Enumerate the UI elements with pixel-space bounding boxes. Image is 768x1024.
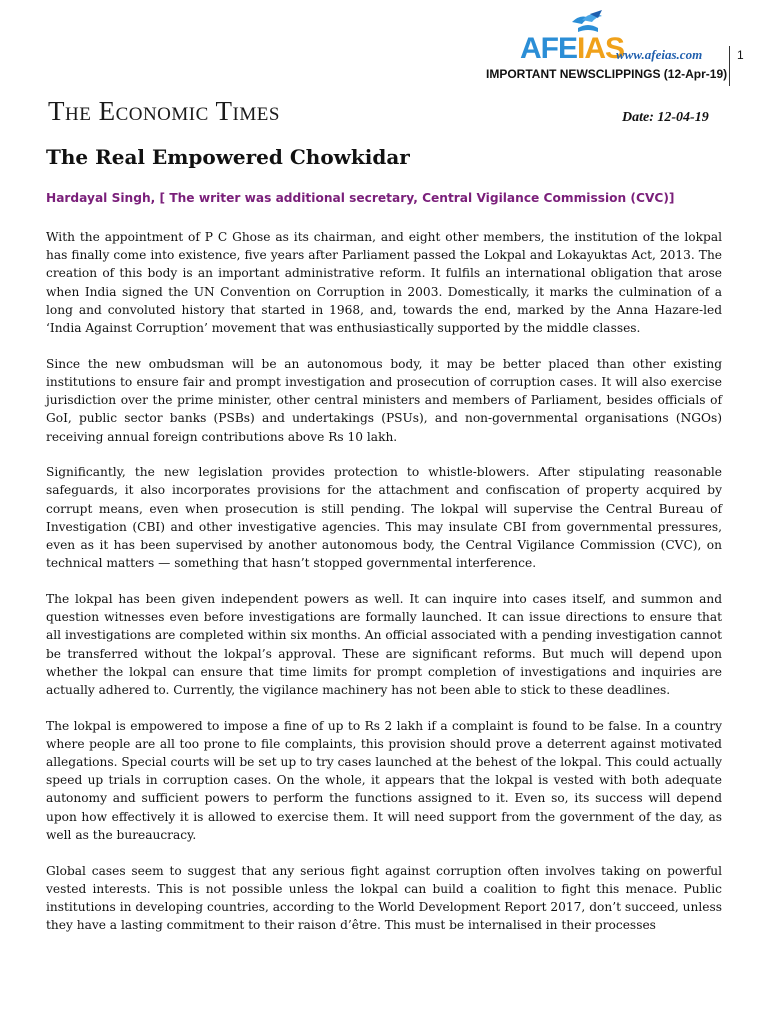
article-paragraph: With the appointment of P C Ghose as its chairman, and eight other members, the institution of the lokpal has finally come into existence, five years after Parliament passed the Lokpal and Lokayuktas Act, 2013. The creation of this body is an important administrative reform. It fulfils an international obligation that arose when India signed the UN Convention on Corruption in 2003. Domestically, it marks the culmination of a long and convoluted history that started in 1968, and, towards the end, marked by the Anna Hazare-led ‘India Against Corruption’ movement that was enthusiastically supported by the middle classes. (46, 230, 722, 336)
page-number: 1 (737, 48, 744, 62)
article-paragraph: The lokpal is empowered to impose a fine of up to Rs 2 lakh if a complaint is found to be false. In a country where people are all too prone to file complaints, this provision should prove a deterrent against motivated allegations. Special courts will be set up to try cases launched at the behest of the lokpal. This could actually speed up trials in corruption cases. On the whole, it appears that the lokpal is vested with both adequate autonomy and sufficient powers to perform the functions assigned to it. Even so, its success will depend upon how effectively it is allowed to exercise them. It will need support from the government of the day, as well as the bureaucracy. (46, 718, 722, 842)
article-byline: Hardayal Singh, [ The writer was additional secretary, Central Vigilance Commission (CVC)] (46, 191, 675, 205)
article-paragraph: The lokpal has been given independent powers as well. It can inquire into cases itself, and summon and question witnesses even before investigations are formally launched. It can issue directions to ensure that all investigations are completed within six months. An official associated with a pending investigation cannot be transferred without the lokpal’s approval. These are significant reforms. But much will depend upon whether the lokpal can ensure that time limits for prompt completion of investigations and inquiries are actually adhered to. Currently, the vigilance machinery has not been able to stick to these deadlines. (46, 591, 722, 697)
site-url-link[interactable]: www.afeias.com (616, 47, 703, 62)
header-divider (729, 46, 730, 86)
article-paragraph: Global cases seem to suggest that any serious fight against corruption often involves taking on powerful vested interests. This is not possible unless the lokpal can build a coalition to fight this menace. Public institutions in developing countries, according to the World Development Report 2017, don’t succeed, unless they have a lasting commitment to their raison d’être. This must be internalised in their processes (46, 863, 722, 933)
afeias-logo[interactable] (520, 8, 730, 68)
article-paragraph: Since the new ombudsman will be an autonomous body, it may be better placed than other existing institutions to ensure fair and prompt investigation and prosecution of corruption cases. It will also exercise jurisdiction over the prime minister, other central ministers and members of Parliament, besides officials of GoI, public sector banks (PSBs) and undertakings (PSUs), and non-governmental organisations (NGOs) receiving annual foreign contributions above Rs 10 lakh. (46, 356, 722, 444)
article-title: The Real Empowered Chowkidar (46, 145, 410, 169)
article-body (46, 228, 722, 952)
article-paragraph: Significantly, the new legislation provides protection to whistle-blowers. After stipulating reasonable safeguards, it also incorporates provisions for the attachment and confiscation of property acquired by corrupt means, even when prosecution is still pending. The lokpal will supervise the Central Bureau of Investigation (CBI) and other investigative agencies. This may insulate CBI from governmental pressures, even as it has been supervised by another autonomous body, the Central Vigilance Commission (CVC), on technical matters — something that hasn’t stopped governmental interference. (46, 465, 722, 571)
newspaper-masthead: The Economic Times (48, 96, 280, 126)
newsclip-label: IMPORTANT NEWSCLIPPINGS (12-Apr-19) (486, 67, 728, 81)
article-date: Date: 12-04-19 (622, 110, 709, 125)
logo-wordmark: AFEIAS (520, 32, 625, 65)
